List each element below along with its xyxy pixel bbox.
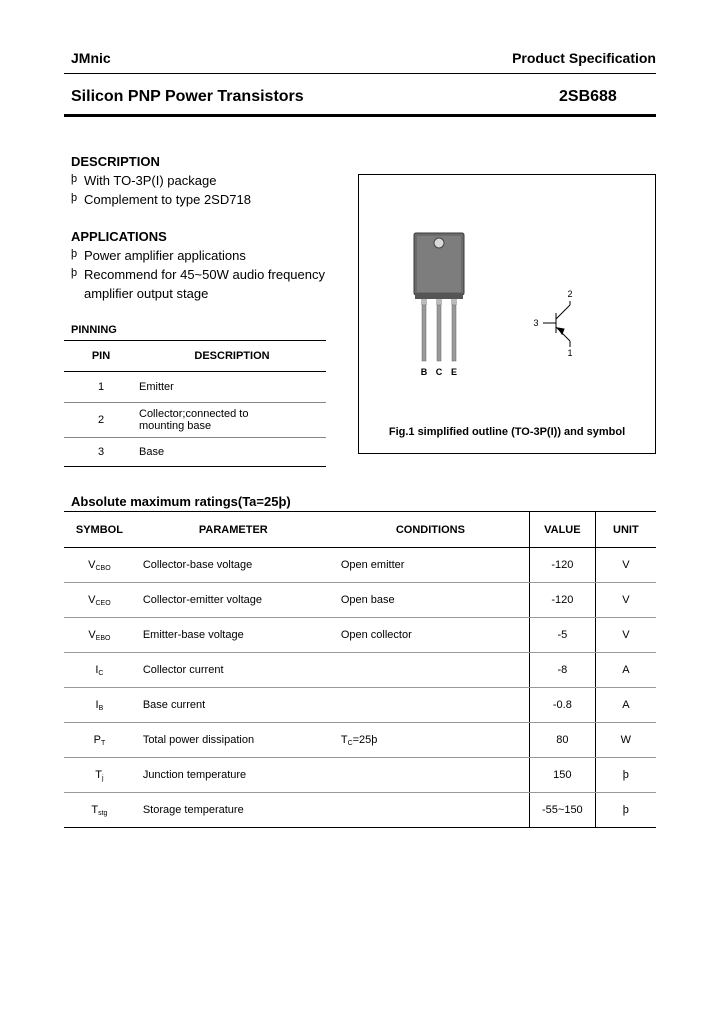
unit-cell: V <box>595 583 656 618</box>
value-cell: -120 <box>529 583 595 618</box>
list-item <box>71 192 251 207</box>
ratings-table <box>64 511 656 828</box>
lead-label-c: C <box>435 367 443 377</box>
pin-description-line: Collector;connected to <box>139 408 249 420</box>
pin-description-line: mounting base <box>139 420 212 432</box>
parameter-cell: Storage temperature <box>135 793 333 828</box>
table-row <box>64 653 656 688</box>
conditions-cell <box>333 653 530 688</box>
conditions-cell: $T_C=25þ$ <box>333 723 530 758</box>
symbol-cell: $T_j$ <box>64 758 135 793</box>
transistor-package-image <box>414 233 464 361</box>
symbol-column-header: SYMBOL <box>64 512 135 548</box>
pin-number: 3 <box>64 438 138 467</box>
symbol-cell: $I_B$ <box>64 688 135 723</box>
unit-cell: þ <box>595 793 656 828</box>
table-row <box>64 688 656 723</box>
unit-cell: W <box>595 723 656 758</box>
figure-caption: Fig.1 simplified outline (TO-3P(I)) and symbol <box>388 426 626 438</box>
unit-cell: V <box>595 618 656 653</box>
document-type: Product Specification <box>512 50 656 66</box>
value-cell: -8 <box>529 653 595 688</box>
conditions-cell <box>333 758 530 793</box>
value-cell: -0.8 <box>529 688 595 723</box>
figure-illustration <box>359 175 655 453</box>
value-cell: -55~150 <box>529 793 595 828</box>
table-row <box>64 618 656 653</box>
symbol-cell: $V_{CEO}$ <box>64 583 135 618</box>
table-row <box>64 403 326 438</box>
pinning-table <box>64 340 326 467</box>
parameter-cell: Collector-emitter voltage <box>135 583 333 618</box>
list-item <box>71 248 246 263</box>
table-row <box>64 548 656 583</box>
value-cell: 150 <box>529 758 595 793</box>
pin-description: Base <box>138 438 326 467</box>
parameter-column-header: PARAMETER <box>135 512 333 548</box>
application-item-continuation: amplifier output stage <box>84 286 209 301</box>
description-item: With TO-3P(I) package <box>84 173 217 188</box>
description-item: Complement to type 2SD718 <box>84 192 251 207</box>
table-row <box>64 793 656 828</box>
value-cell: 80 <box>529 723 595 758</box>
table-row <box>64 583 656 618</box>
pin-column-header: PIN <box>64 341 138 372</box>
symbol-cell: $P_T$ <box>64 723 135 758</box>
symbol-cell: $V_{EBO}$ <box>64 618 135 653</box>
conditions-cell: Open collector <box>333 618 530 653</box>
conditions-cell <box>333 793 530 828</box>
table-row <box>64 438 326 467</box>
symbol-cell: $I_C$ <box>64 653 135 688</box>
parameter-cell: Base current <box>135 688 333 723</box>
unit-cell: V <box>595 548 656 583</box>
parameter-cell: Collector-base voltage <box>135 548 333 583</box>
unit-cell: þ <box>595 758 656 793</box>
parameter-cell: Total power dissipation <box>135 723 333 758</box>
parameter-cell: Emitter-base voltage <box>135 618 333 653</box>
symbol-cell: $V_{CBO}$ <box>64 548 135 583</box>
table-header-row <box>64 512 656 548</box>
pnp-transistor-symbol <box>543 301 570 347</box>
pin-number: 1 <box>64 372 138 403</box>
pin-description <box>138 403 326 438</box>
conditions-column-header: CONDITIONS <box>333 512 530 548</box>
application-item: Power amplifier applications <box>84 248 246 263</box>
parameter-cell: Collector current <box>135 653 333 688</box>
unit-column-header: UNIT <box>595 512 656 548</box>
bullet-icon: þ <box>71 248 78 260</box>
applications-heading: APPLICATIONS <box>71 229 167 244</box>
list-item <box>71 173 216 188</box>
symbol-pin-label: 3 <box>533 318 539 328</box>
list-item <box>71 267 325 282</box>
part-number: 2SB688 <box>559 88 617 105</box>
title-divider <box>64 114 656 117</box>
unit-cell: A <box>595 653 656 688</box>
symbol-cell: $T_{stg}$ <box>64 793 135 828</box>
pin-description: Emitter <box>138 372 326 403</box>
parameter-cell: Junction temperature <box>135 758 333 793</box>
lead-label-b: B <box>420 367 428 377</box>
value-cell: -120 <box>529 548 595 583</box>
unit-cell: A <box>595 688 656 723</box>
value-cell: -5 <box>529 618 595 653</box>
symbol-pin-label: 1 <box>567 348 573 358</box>
header-divider <box>64 73 656 74</box>
symbol-pin-label: 2 <box>567 289 573 299</box>
conditions-cell: Open base <box>333 583 530 618</box>
lead-label-e: E <box>450 367 458 377</box>
figure-box <box>358 174 656 454</box>
table-row <box>64 723 656 758</box>
pin-number: 2 <box>64 403 138 438</box>
ratings-heading: Absolute maximum ratings(Ta=25þ) <box>71 494 291 509</box>
conditions-cell <box>333 688 530 723</box>
description-heading: DESCRIPTION <box>71 154 160 169</box>
bullet-icon: þ <box>71 267 78 279</box>
value-column-header: VALUE <box>529 512 595 548</box>
table-row <box>64 372 326 403</box>
application-item: Recommend for 45~50W audio frequency <box>84 267 325 282</box>
bullet-icon: þ <box>71 173 78 185</box>
bullet-icon: þ <box>71 192 78 204</box>
description-column-header: DESCRIPTION <box>138 341 326 372</box>
pinning-heading: PINNING <box>71 324 117 336</box>
conditions-cell: Open emitter <box>333 548 530 583</box>
company-name: JMnic <box>71 50 111 66</box>
table-row <box>64 758 656 793</box>
product-title: Silicon PNP Power Transistors <box>71 88 304 105</box>
